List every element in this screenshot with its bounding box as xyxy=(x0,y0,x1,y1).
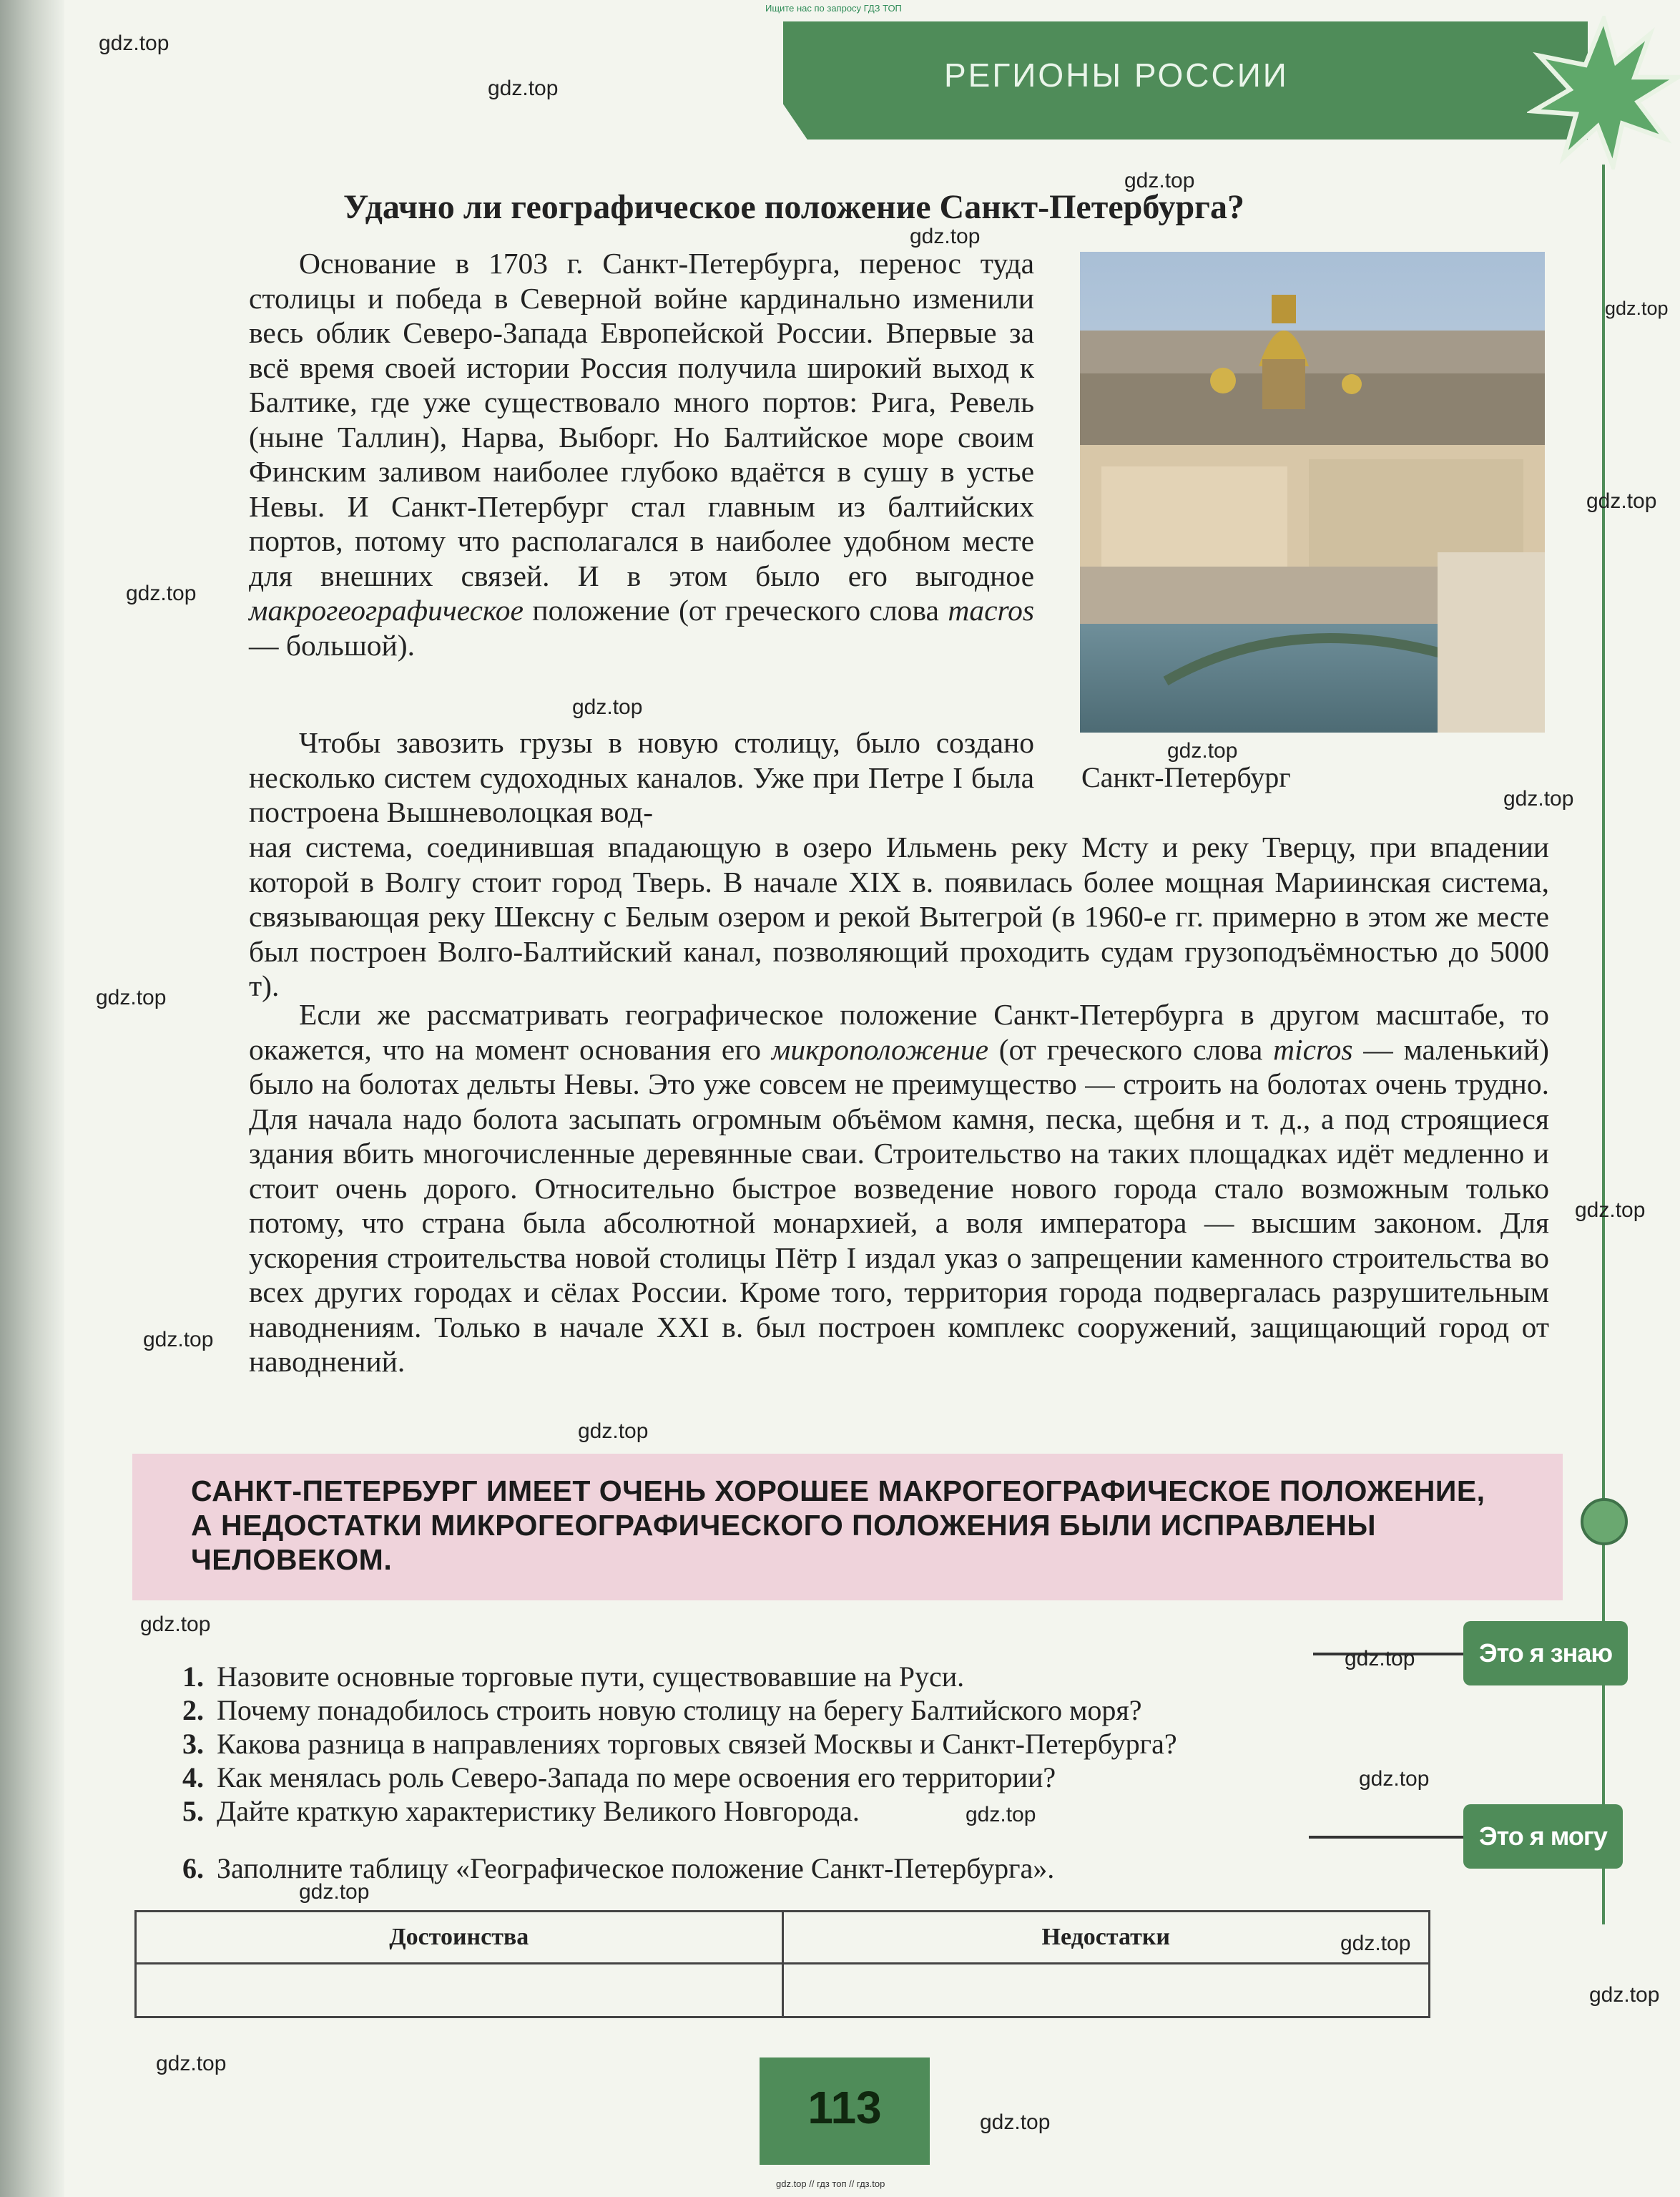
table-cell-advantages xyxy=(136,1964,783,2017)
question-text: Заполните таблицу «Географическое положение Санкт-Петербурга». xyxy=(217,1852,1055,1884)
paragraph-1-text: Основание в 1703 г. Санкт-Петербурга, перенос туда столицы и победа в Северной войне кардинально изменили весь облик Северо-Запада Европейской России. Впервые за всё время своей истории Россия получила широкий выход к Балтике, где уже существовало много портов: Рига, Ревель (ныне Таллин), Нарва, Выборг. Но Балтийское море своим Финским заливом наиболее глубоко вдаётся в сушу в устье Невы. И Санкт-Петербург стал главным из балтийских портов, потому что располагался в наиболее удобном месте для внешних связей. И в этом было его выгодное xyxy=(249,247,1034,592)
paragraph-3 xyxy=(249,997,1549,1379)
footer-note: gdz.top // гдз топ // гдз.top xyxy=(776,2178,885,2189)
top-search-note: Ищите нас по запросу ГДЗ ТОП xyxy=(765,3,902,14)
watermark: gdz.top xyxy=(1167,739,1238,763)
tag-i-know: Это я знаю xyxy=(1463,1621,1628,1685)
saint-petersburg-photo xyxy=(1080,252,1545,733)
watermark: gdz.top xyxy=(1575,1198,1646,1222)
watermark: gdz.top xyxy=(1503,787,1574,811)
question-text: Назовите основные торговые пути, существовавшие на Руси. xyxy=(217,1660,965,1693)
question-number: 3. xyxy=(182,1728,204,1760)
watermark: gdz.top xyxy=(1605,298,1669,319)
watermark: gdz.top xyxy=(126,582,197,605)
watermark: gdz.top xyxy=(1589,1983,1660,2007)
star-emblem-icon xyxy=(1527,16,1680,170)
section-heading: Удачно ли географическое положение Санкт-Петербурга? xyxy=(343,188,1244,226)
paragraph-2-cont: ная система, соединившая впадающую в озеро Ильмень реку Мсту и реку Тверцу, при впадении которой в Волгу стоит город Тверь. В начале XIX в. появилась более мощная Мариинская система, связывающая реку Шексну с Белым озером и рекой Вытегрой (в 1960-е гг. примерно в этом же месте был построен Волго-Балтийский канал, позволяющий проходить судам грузоподъёмностью до 5000 т). xyxy=(249,831,1549,1002)
watermark: gdz.top xyxy=(966,1803,1036,1826)
tag-i-can: Это я могу xyxy=(1463,1804,1623,1869)
question-1 xyxy=(182,1660,964,1693)
photo-caption: Санкт-Петербург xyxy=(1081,761,1291,793)
term-micro: микроположение xyxy=(771,1032,988,1066)
term-micros: micros xyxy=(1273,1032,1353,1066)
watermark: gdz.top xyxy=(156,2052,227,2075)
question-number: 1. xyxy=(182,1660,204,1693)
term-macros: macros xyxy=(948,594,1034,627)
paragraph-1-text-2: положение (от греческого слова xyxy=(523,594,948,627)
paragraph-3-text: Если же рассматривать географическое положение Санкт-Петербурга в другом масштабе, то окажется, что на момент основания его xyxy=(249,998,1549,1066)
question-text: Какова разница в направлениях торговых связей Москвы и Санкт-Петербурга? xyxy=(217,1728,1177,1760)
watermark: gdz.top xyxy=(980,2110,1051,2134)
question-number: 2. xyxy=(182,1694,204,1726)
watermark: gdz.top xyxy=(1124,169,1195,192)
page-number: 113 xyxy=(760,2057,930,2165)
watermark: gdz.top xyxy=(1345,1647,1415,1670)
term-macro: макрогеографическое xyxy=(249,594,524,627)
watermark: gdz.top xyxy=(910,225,981,248)
question-number: 6. xyxy=(182,1852,204,1884)
watermark: gdz.top xyxy=(96,986,167,1009)
tag-pointer-line-2 xyxy=(1309,1836,1463,1839)
table-header-row xyxy=(136,1912,1430,1964)
question-5 xyxy=(182,1794,860,1828)
question-3 xyxy=(182,1727,1177,1761)
question-number: 5. xyxy=(182,1795,204,1827)
book-spine-shadow xyxy=(0,0,64,2197)
watermark: gdz.top xyxy=(1359,1767,1430,1791)
table-header-advantages: Достоинства xyxy=(136,1912,783,1964)
conclusion-text: САНКТ-ПЕТЕРБУРГ ИМЕЕТ ОЧЕНЬ ХОРОШЕЕ МАКРОГЕОГРАФИЧЕСКОЕ ПОЛОЖЕНИЕ, А НЕДОСТАТКИ МИКРОГЕОГРАФИЧЕСКОГО ПОЛОЖЕНИЯ БЫЛИ ИСПРАВЛЕНЫ ЧЕЛОВЕКОМ. xyxy=(191,1474,1485,1576)
geography-table xyxy=(134,1910,1430,2018)
paragraph-3-text-2: (от греческого слова xyxy=(988,1032,1274,1066)
question-4 xyxy=(182,1761,1056,1794)
question-text: Как менялась роль Северо-Запада по мере освоения его территории? xyxy=(217,1761,1056,1794)
watermark: gdz.top xyxy=(143,1328,214,1351)
watermark: gdz.top xyxy=(1586,489,1657,513)
question-text: Почему понадобилось строить новую столицу на берегу Балтийского моря? xyxy=(217,1694,1142,1726)
paragraph-1 xyxy=(249,246,1034,662)
paragraph-3-text-3: — маленький) было на болотах дельты Невы. Это уже совсем не преимущество — строить на болотах очень трудно. Для начала надо болота засыпать огромным объёмом камня, песка, щебня и т. д., а под строящиеся здания вбить многочисленные деревянные сваи. Строительство на таких площадках идёт медленно и стоит очень дорого. Относительно быстрое возведение нового города стало возможным только потому, что страна была абсолютной монархией, а воля императора — высшим законом. Для ускорения строительства новой столицы Пётр I издал указ о запрещении каменного строительства во всех других городах и сёлах России. Кроме того, территория города подвергалась разрушительным наводнениям. Только в начале XXI в. был построен комплекс сооружений, защищающий город от наводнений. xyxy=(249,1032,1549,1378)
paragraph-1-text-3: — большой). xyxy=(249,628,415,662)
watermark: gdz.top xyxy=(572,695,643,719)
rule-circle-marker xyxy=(1581,1498,1628,1545)
table-row xyxy=(136,1964,1430,2017)
section-title: РЕГИОНЫ РОССИИ xyxy=(944,57,1289,94)
table-cell-disadvantages xyxy=(782,1964,1430,2017)
watermark: gdz.top xyxy=(488,77,559,100)
table-header-disadvantages: Недостатки xyxy=(782,1912,1430,1964)
question-2 xyxy=(182,1693,1142,1727)
watermark: gdz.top xyxy=(299,1880,370,1904)
paragraph-2-start: Чтобы завозить грузы в новую столицу, было создано несколько систем судоходных каналов. Уже при Петре I была построена Вышневолоцкая вод- xyxy=(249,726,1034,828)
question-text: Дайте краткую характеристику Великого Новгорода. xyxy=(217,1795,860,1827)
watermark: gdz.top xyxy=(1340,1932,1411,1955)
question-number: 4. xyxy=(182,1761,204,1794)
watermark: gdz.top xyxy=(578,1419,649,1443)
watermark: gdz.top xyxy=(140,1613,211,1636)
watermark: gdz.top xyxy=(99,31,170,55)
